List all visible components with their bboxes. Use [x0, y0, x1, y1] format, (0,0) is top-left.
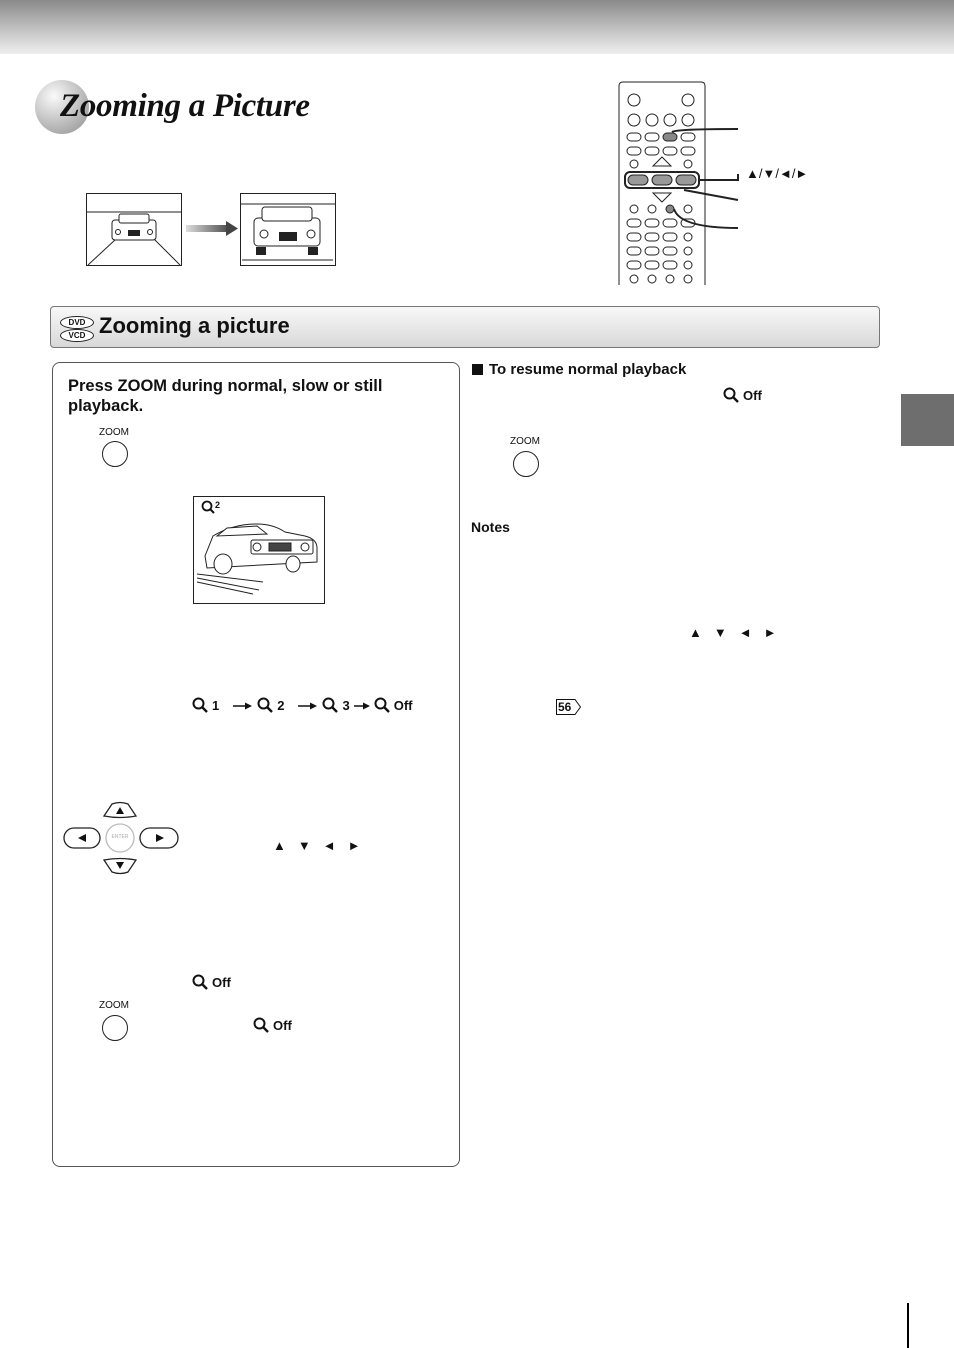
zoom-seq-2: 2 [277, 698, 285, 713]
page-reference[interactable]: 56 [558, 700, 572, 714]
right-arrow: ► [763, 625, 777, 640]
magnifier-icon [192, 697, 208, 714]
off-label: Off [743, 388, 762, 403]
zoom-button-label: ZOOM [99, 427, 129, 438]
section-title: Zooming a picture [99, 313, 290, 338]
zoom-seq-off: Off [393, 698, 413, 713]
right-arrow-icon [186, 221, 238, 236]
car-small-image [86, 194, 182, 266]
enter-button-label: ENTER [111, 834, 129, 840]
magnifier-icon [253, 1017, 269, 1034]
resume-heading: To resume normal playback [489, 361, 687, 378]
left-arrow: ◄ [738, 625, 752, 640]
magnifier-icon [374, 697, 390, 714]
zoom-off-indicator [253, 1017, 292, 1034]
zoom-button-icon [102, 1015, 128, 1041]
zoom-button-icon [102, 441, 128, 467]
procedure-box [52, 362, 460, 1167]
off-label: Off [273, 1018, 292, 1033]
page-title: Zooming a Picture [60, 88, 310, 124]
zoom-level-indicator: 2 [215, 500, 221, 510]
left-arrow: ◄ [322, 838, 336, 853]
arrow-keys [273, 838, 361, 853]
magnifier-icon [192, 974, 208, 991]
car-large-image [240, 194, 336, 266]
up-arrow: ▲ [273, 838, 286, 853]
down-arrow: ▼ [713, 625, 727, 640]
magnifier-icon [322, 697, 338, 714]
zoom-sequence [192, 697, 412, 714]
notes-arrow-keys [689, 625, 777, 640]
vcd-badge: VCD [60, 329, 94, 342]
step-heading: Press ZOOM during normal, slow or still playback. [68, 377, 383, 415]
off-label: Off [212, 975, 231, 990]
remote-control-image [616, 80, 742, 286]
zoom-off-indicator [192, 974, 231, 991]
magnifier-icon [257, 697, 273, 714]
zoom-illustration [86, 192, 338, 268]
down-arrow: ▼ [297, 838, 311, 853]
up-arrow: ▲ [689, 625, 702, 640]
zoom-button-label: ZOOM [99, 1000, 129, 1011]
right-arrow-icon [223, 701, 253, 711]
dvd-badge: DVD [60, 316, 94, 329]
right-arrow: ► [347, 838, 361, 853]
page-marker [907, 1303, 909, 1348]
magnifier-icon [723, 387, 739, 404]
chapter-tab [901, 394, 954, 446]
notes-heading: Notes [471, 519, 510, 535]
right-arrow-icon [354, 701, 370, 711]
remote-arrows-label: ▲/▼/◄/► [746, 166, 809, 181]
right-arrow-icon [288, 701, 318, 711]
zoomed-screen-image [193, 496, 325, 604]
zoom-seq-1: 1 [212, 698, 220, 713]
square-bullet-icon [472, 364, 483, 375]
header-bar [0, 0, 954, 54]
zoom-button-label: ZOOM [510, 436, 540, 447]
zoom-seq-3: 3 [342, 698, 350, 713]
zoom-button-icon [513, 451, 539, 477]
resume-off-indicator [723, 387, 762, 404]
